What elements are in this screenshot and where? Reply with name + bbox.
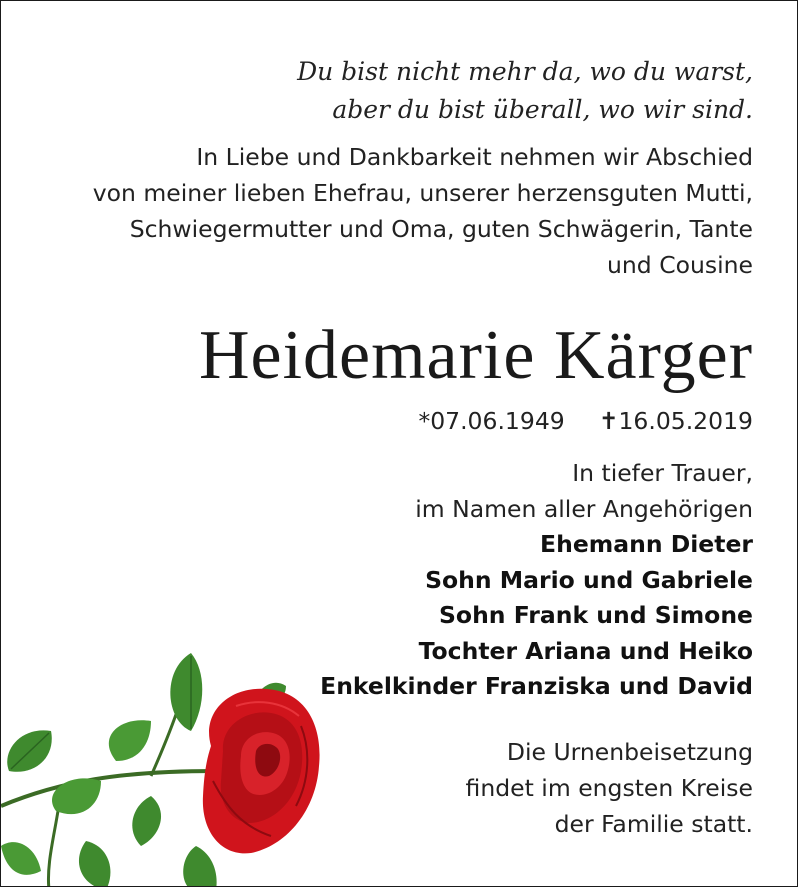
farewell-line-2: von meiner lieben Ehefrau, unserer herzensguten Mutti,: [92, 179, 753, 207]
death-date: ✝16.05.2019: [598, 407, 753, 435]
burial-line-2: findet im engsten Kreise: [465, 774, 753, 802]
farewell-line-3: Schwiegermutter und Oma, guten Schwägerin, Tante: [129, 215, 753, 243]
burial-line-3: der Familie statt.: [554, 810, 753, 838]
farewell-line-4: und Cousine: [607, 251, 753, 279]
mourner-name: Enkelkinder Franziska und David: [320, 672, 753, 700]
mourner-name: Ehemann Dieter: [540, 530, 753, 558]
poem-line-2: aber du bist überall, wo wir sind.: [332, 95, 753, 124]
burial-notice: [466, 734, 753, 842]
poem-line-1: Du bist nicht mehr da, wo du warst,: [297, 57, 753, 86]
red-rose-icon: [1, 631, 331, 887]
mourner-name: Sohn Frank und Simone: [439, 601, 753, 629]
deceased-name: Heidemarie Kärger: [198, 317, 753, 394]
mourner-name: Tochter Ariana und Heiko: [418, 636, 753, 665]
poem-quote: [297, 53, 753, 129]
mourner-name: Sohn Mario und Gabriele: [425, 565, 753, 594]
mourning-line-2: im Namen aller Angehörigen: [415, 494, 753, 523]
life-dates: [418, 404, 753, 438]
birth-date: *07.06.1949: [418, 407, 565, 435]
farewell-line-1: In Liebe und Dankbarkeit nehmen wir Abschied: [196, 143, 753, 171]
mourning-line-1: In tiefer Trauer,: [572, 459, 753, 487]
farewell-text: [93, 139, 753, 283]
burial-line-1: Die Urnenbeisetzung: [506, 738, 753, 766]
mourners-block: [320, 456, 753, 705]
